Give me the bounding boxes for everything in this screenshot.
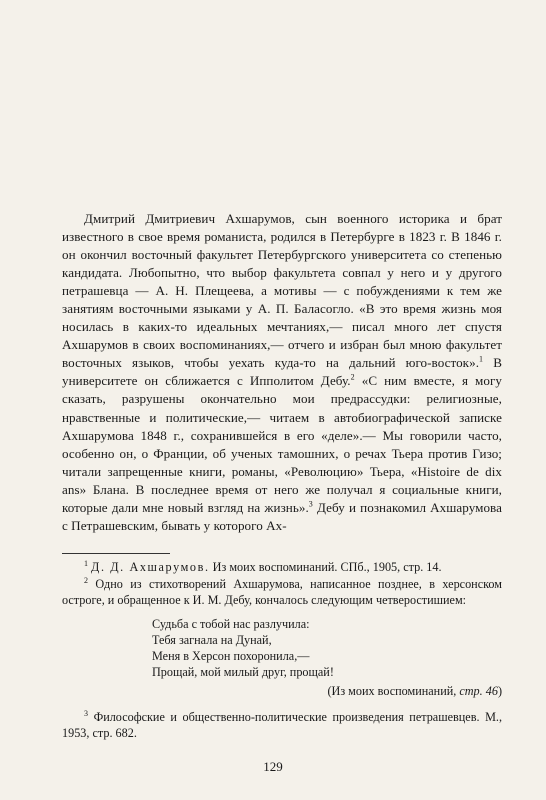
- paragraph-text-3: «С ним вместе, я могу сказать, разрушены окончательно мои предрассудки: религиозные, нравственные и политические,— читаем в автобиографической записке Ахшарумова 1848 г., сохранившейся в его «деле».— Мы говорили часто, особенно он, о Франции, об ученых тамошних, о речах Тьера против Гизо; читали запрещенные книги, романы, «Революцию» Тьера, «Histoire de dix ans» Блана. В последнее время от него же получал я социальные книги, которые дали мне новый взгляд на жизнь».: [62, 373, 502, 515]
- poem-line: Прощай, мой милый друг, прощай!: [152, 665, 334, 680]
- footnote-1-author: Д. Д. Ахшарумов.: [91, 560, 210, 574]
- paragraph-text-2: В университете он сближается с Ипполитом Дебу.: [62, 355, 502, 389]
- footnote-2-text: Одно из стихотворений Ахшарумова, написанное позднее, в херсонском остроге, и обращенное к И. М. Дебу, кончалось следующим четверостишием:: [62, 576, 502, 607]
- paragraph-text-1: Дмитрий Дмитриевич Ахшарумов, сын военного историка и брат известного в свое время романиста, родился в Петербурге в 1823 г. В 1846 г. он окончил восточный факультет Петербургского университета со степенью кандидата. Любопытно, что выбор факультета совпал у него и у другого петрашевца — А. Н. Плещеева, а мотивы — с побуждениями к тем же занятиям восточными языками у А. П. Баласогло. «В это время жизнь моя носилась в каких-то идеальных мечтаниях,— писал много лет спустя Ахшарумов в своих воспоминаниях,— отчего и избран был мною факультет восточных языков, чтобы уехать куда-то на дальний юго-восток».: [62, 211, 502, 371]
- footnote-mark-2: 2: [84, 575, 88, 585]
- footnote-3-text: Философские и общественно-политические произведения петрашевцев. М., 1953, стр. 682.: [62, 710, 502, 740]
- footnotes: [62, 560, 502, 742]
- footnote-2: [62, 577, 502, 609]
- footnote-mark-3: 3: [84, 709, 88, 719]
- paragraph-text-4: Дебу и познакомил Ахшарумова с Петрашевским, бывать у которого Ах-: [62, 499, 502, 533]
- footnote-ref-2[interactable]: 2: [350, 373, 355, 383]
- footnote-3: [62, 710, 502, 742]
- quatrain: [152, 616, 502, 680]
- footnote-divider: [62, 553, 170, 554]
- poem-source-text: (Из моих воспоминаний,: [327, 684, 460, 699]
- footnote-ref-3[interactable]: 3: [308, 499, 313, 509]
- footnote-1-text: Из моих воспоминаний. СПб., 1905, стр. 14.: [209, 560, 442, 574]
- poem-line: Судьба с тобой нас разлучила:: [152, 617, 310, 632]
- poem-source-close: ): [497, 684, 502, 699]
- page-number: 129: [263, 759, 283, 774]
- footnote-1: [62, 560, 502, 576]
- poem-source: [62, 684, 502, 700]
- poem-source-page: стр. 46: [459, 684, 498, 699]
- poem-line: Меня в Херсон похоронила,—: [152, 649, 310, 664]
- main-paragraph: [62, 210, 502, 535]
- poem-line: Тебя загнала на Дунай,: [152, 633, 272, 648]
- footnote-ref-1[interactable]: 1: [479, 355, 484, 365]
- footnote-mark-1: 1: [84, 558, 88, 568]
